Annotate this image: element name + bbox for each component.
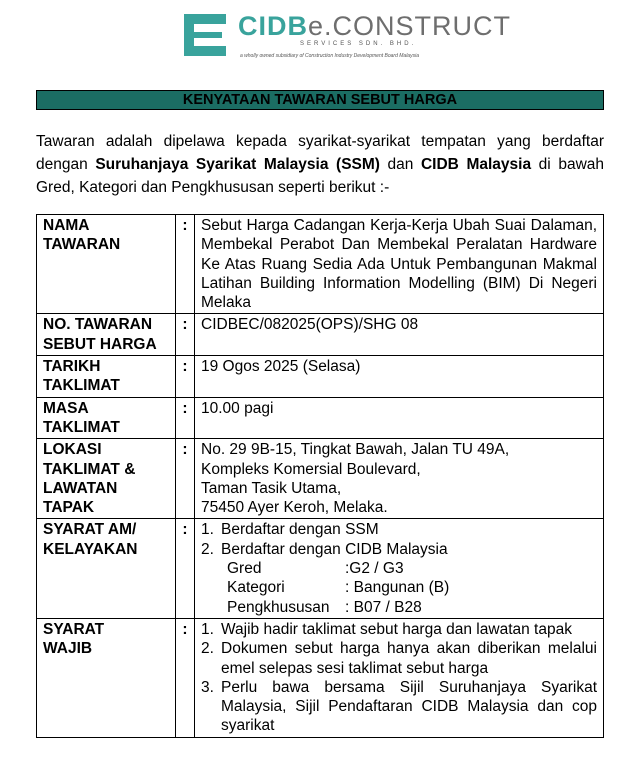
intro-ssm: Suruhanjaya Syarikat Malaysia (SSM): [95, 156, 380, 173]
colon: :: [176, 618, 195, 737]
label-line: TAWARAN: [43, 236, 121, 254]
label-line: SYARAT AM/: [43, 521, 137, 539]
label-line: WAJIB: [43, 640, 93, 658]
item-text: Perlu bawa bersama Sijil Suruhanjaya Syarikat Malaysia, Sijil Pendaftaran CIDB Malaysia dan cop syarikat: [221, 678, 597, 735]
cidb-logo-icon: [178, 10, 232, 60]
label-no-tawaran: [37, 314, 176, 356]
item-number: 2.: [201, 640, 214, 658]
label-line: LOKASI: [43, 441, 102, 459]
label-lokasi: [37, 439, 176, 519]
row-syarat-am: [37, 519, 604, 618]
kategori-value: : Bangunan (B): [345, 579, 450, 597]
gred-label: Gred: [227, 560, 262, 578]
list-item: [201, 540, 597, 559]
colon: :: [176, 519, 195, 618]
logo-services-text: SERVICES SDN. BHD.: [300, 41, 417, 47]
colon: :: [176, 397, 195, 439]
label-line: SEBUT HARGA: [43, 335, 157, 353]
row-nama-tawaran: [37, 215, 604, 314]
label-line: NAMA: [43, 217, 90, 234]
logo-brand-bold: CIDB: [238, 11, 308, 41]
label-line: TARIKH: [43, 358, 101, 376]
label-line: MASA: [43, 399, 89, 417]
label-line: TAKLIMAT: [43, 377, 120, 395]
item-text: Wajib hadir taklimat sebut harga dan lawatan tapak: [221, 620, 572, 638]
item-text: Berdaftar dengan SSM: [221, 521, 379, 539]
label-line: TAKLIMAT &: [43, 460, 136, 478]
label-syarat-am: [37, 519, 176, 618]
row-tarikh-taklimat: [37, 356, 604, 398]
value-lokasi: [195, 439, 604, 519]
intro-text-3: di bawah Gred, Kategori dan Pengkhususan seperti berikut :-: [36, 156, 604, 196]
item-number: 1.: [201, 620, 214, 638]
list-item: [201, 639, 597, 678]
value-no-tawaran: CIDBEC/082025(OPS)/SHG 08: [195, 314, 604, 356]
intro-paragraph: [36, 130, 604, 199]
colon: :: [176, 356, 195, 398]
label-line: LAWATAN: [43, 479, 118, 497]
tender-info-table: [36, 214, 604, 738]
colon: :: [176, 314, 195, 356]
list-item: [201, 620, 597, 639]
address-line: Taman Tasik Utama,: [201, 479, 342, 497]
item-text: Berdaftar dengan CIDB Malaysia: [221, 540, 448, 558]
colon: :: [176, 215, 195, 314]
company-logo: [178, 10, 512, 62]
gred-value: :G2 / G3: [345, 560, 404, 578]
item-text: Dokumen sebut harga hanya akan diberikan melalui emel selepas sesi taklimat sebut harga: [221, 640, 597, 677]
label-nama-tawaran: [37, 215, 176, 314]
row-syarat-wajib: [37, 618, 604, 737]
value-syarat-wajib: [195, 618, 604, 737]
colon: :: [176, 439, 195, 519]
row-lokasi: [37, 439, 604, 519]
kategori-row: [201, 578, 597, 597]
intro-text-1: Tawaran adalah dipelawa kepada syarikat-syarikat tempatan yang berdaftar dengan: [36, 133, 604, 173]
intro-cidb: CIDB Malaysia: [420, 156, 532, 173]
label-line: TAPAK: [43, 499, 95, 517]
label-line: KELAYAKAN: [43, 540, 138, 558]
label-line: SYARAT: [43, 620, 105, 638]
logo-brand-text: [238, 11, 511, 41]
list-item: [201, 678, 597, 736]
address-line: Kompleks Komersial Boulevard,: [201, 460, 421, 478]
item-number: 1.: [201, 521, 214, 539]
value-masa-taklimat: 10.00 pagi: [195, 397, 604, 439]
label-line: NO. TAWARAN: [43, 316, 153, 334]
item-number: 2.: [201, 540, 214, 558]
label-tarikh-taklimat: [37, 356, 176, 398]
value-nama-tawaran: Sebut Harga Cadangan Kerja-Kerja Ubah Suai Dalaman, Membekal Perabot Dan Membekal Peralatan Hardware Ke Atas Ruang Sedia Ada Untuk Pembangunan Makmal Latihan Building Information Modelling (BIM) Di Negeri Melaka: [195, 215, 604, 314]
kategori-label: Kategori: [227, 579, 285, 597]
item-number: 3.: [201, 678, 214, 696]
value-tarikh-taklimat: 19 Ogos 2025 (Selasa): [195, 356, 604, 398]
address-line: No. 29 9B-15, Tingkat Bawah, Jalan TU 49A,: [201, 441, 510, 459]
value-syarat-am: [195, 519, 604, 618]
intro-text-2: dan: [379, 156, 421, 173]
page-title: KENYATAAN TAWARAN SEBUT HARGA: [182, 92, 458, 108]
row-no-tawaran: [37, 314, 604, 356]
logo-brand-rest: e.CONSTRUCT: [308, 11, 512, 41]
pengkhususan-row: [201, 598, 597, 617]
row-masa-taklimat: [37, 397, 604, 439]
logo-tagline: a wholly owned subsidiary of Construction Industry Development Board Malaysia: [240, 53, 419, 59]
gred-row: [201, 559, 597, 578]
label-syarat-wajib: [37, 618, 176, 737]
pengkhususan-label: Pengkhususan: [227, 598, 330, 616]
address-line: 75450 Ayer Keroh, Melaka.: [201, 499, 388, 517]
label-masa-taklimat: [37, 397, 176, 439]
list-item: [201, 520, 597, 539]
title-bar: [36, 90, 604, 110]
syarat-wajib-list: [201, 620, 597, 736]
syarat-am-list: [201, 520, 597, 559]
label-line: TAKLIMAT: [43, 418, 120, 436]
pengkhususan-value: : B07 / B28: [345, 598, 422, 616]
